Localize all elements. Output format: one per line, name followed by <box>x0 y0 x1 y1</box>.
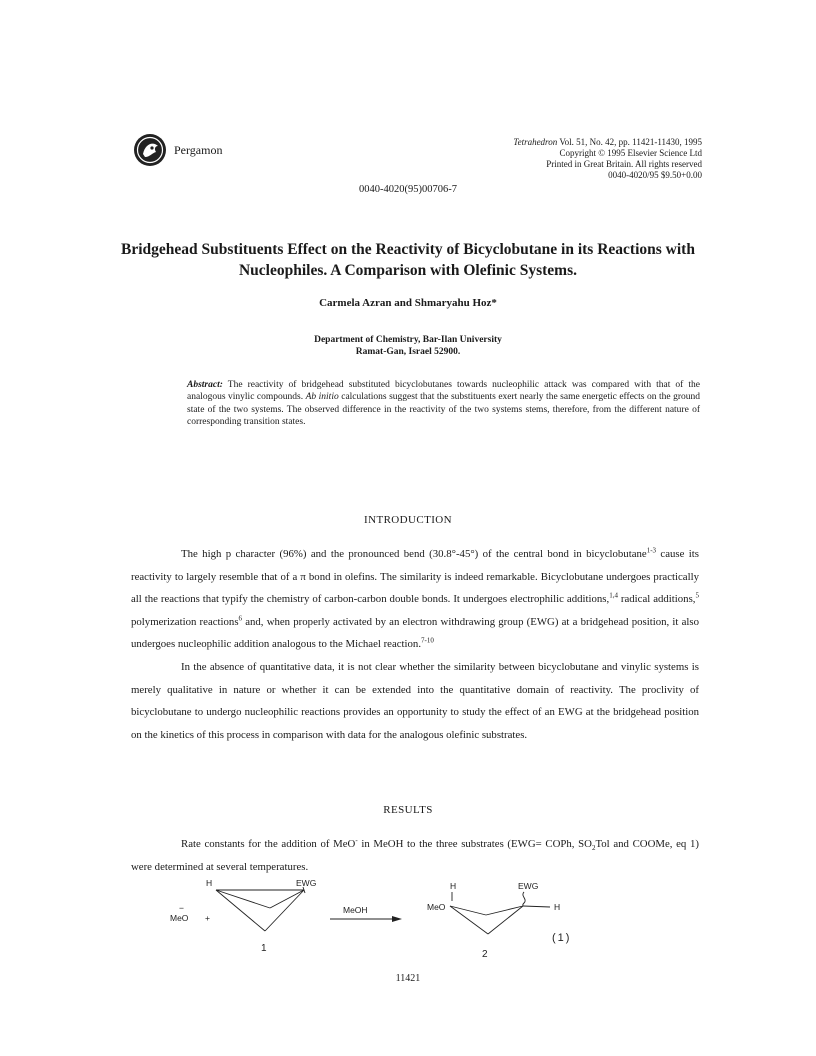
reagent-label: MeOH <box>343 905 368 915</box>
abstract: Abstract: The reactivity of bridgehead substituted bicyclobutanes towards nucleophilic attack was compared with that of the analogous vinylic compounds. Ab initio calculations suggest that the substituents exert nearly the same energetic effects on the ground state of the two systems. The observed difference in the reactivity of the two systems stems, therefore, from the different nature of corresponding transition states. <box>187 380 700 428</box>
printed-line: Printed in Great Britain. All rights reserved <box>546 159 702 169</box>
copyright-line: Copyright © 1995 Elsevier Science Ltd <box>559 148 702 158</box>
ref-citation: 6 <box>238 614 243 623</box>
reaction-scheme-eq1 <box>160 877 600 967</box>
abstract-label: Abstract: <box>187 380 223 390</box>
product-ewg-label: EWG <box>518 881 539 891</box>
introduction-body <box>131 543 699 746</box>
results-paragraph-1: Rate constants for the addition of MeO- in MeOH to the three substrates (EWG= COPh, $SO_2Tol$ and COOMe, eq 1) were determined at several temperatures. <box>131 836 699 873</box>
product-h-label: H <box>450 881 457 891</box>
product-meo-label: MeO <box>427 902 446 912</box>
bicyclobutane-h-label: H <box>206 878 213 888</box>
ref-citation: 1-3 <box>646 546 657 555</box>
publisher-name: Pergamon <box>174 143 223 157</box>
introduction-heading: INTRODUCTION <box>364 514 452 526</box>
author-list: Carmela Azran and Shmaryahu Hoz* <box>319 297 497 309</box>
intro-paragraph-2: In the absence of quantitative data, it is not clear whether the similarity between bicyclobutane and vinylic systems is merely qualitative in nature or whether it can be extended into the quantitative domain of reactivity. The proclivity of bicyclobutane to undergo nucleophilic reactions provides an opportunity to study the effect of an EWG at the bridgehead position on the kinetics of this process in comparison with data for the analogous olefinic substrates. <box>131 660 699 741</box>
intro-paragraph-1: The high p character (96%) and the pronounced bend (30.8°-45°) of the central bond in bicyclobutane$^{1-3}$ cause its reactivity to largely resemble that of a π bond in olefins. The similarity is indeed remarkable. Bicyclobutane undergoes practically all the reactions that typify the chemistry of carbon-carbon double bonds. It undergoes electrophilic additions,$^{1,4}$ radical additions,$^5$ polymerization reactions$^6$ and, when properly activated by an electron withdrawing group (EWG) at a bridgehead position, it also undergoes nucleophilic addition analogous to the Michael reaction.$^{7-10}$ <box>131 546 700 651</box>
price-line: 0040-4020/95 $9.50+0.00 <box>608 170 702 180</box>
compound-1-label: 1 <box>261 943 267 954</box>
bicyclobutane-ewg-label: EWG <box>296 878 317 888</box>
results-body <box>131 833 699 878</box>
product-h2-label: H <box>554 902 561 912</box>
nucleophile-label: MeO <box>170 913 189 923</box>
results-heading: RESULTS <box>383 804 433 816</box>
bicyclobutane-structure <box>216 887 305 931</box>
ref-citation: 1,4 <box>609 591 618 600</box>
affiliation-line-2: Ramat-Gan, Israel 52900. <box>355 347 461 357</box>
ref-citation: 5 <box>695 591 699 600</box>
compound-2-label: 2 <box>482 949 488 960</box>
pergamon-logo <box>133 133 167 167</box>
reaction-arrow <box>330 916 402 922</box>
journal-info <box>513 137 702 181</box>
ref-citation: 7-10 <box>421 636 434 645</box>
affiliation-line-1: Department of Chemistry, Bar-Ilan University <box>314 335 502 345</box>
journal-name: Tetrahedron <box>513 137 558 147</box>
page-number: 11421 <box>395 973 421 984</box>
doi-identifier: 0040-4020(95)00706-7 <box>359 184 457 195</box>
paper-title: Bridgehead Substituents Effect on the Reactivity of Bicyclobutane in its Reactions with Nucleophiles. A Comparison with Olefinic Systems. <box>121 241 695 279</box>
journal-citation: Tetrahedron Vol. 51, No. 42, pp. 11421-11430, 1995 <box>513 137 702 147</box>
plus-sign: + <box>205 913 210 923</box>
nucleophile-charge: − <box>179 903 184 913</box>
equation-number: (1) <box>552 932 572 944</box>
affiliation <box>0 334 816 358</box>
cyclobutane-product-structure <box>450 892 550 934</box>
